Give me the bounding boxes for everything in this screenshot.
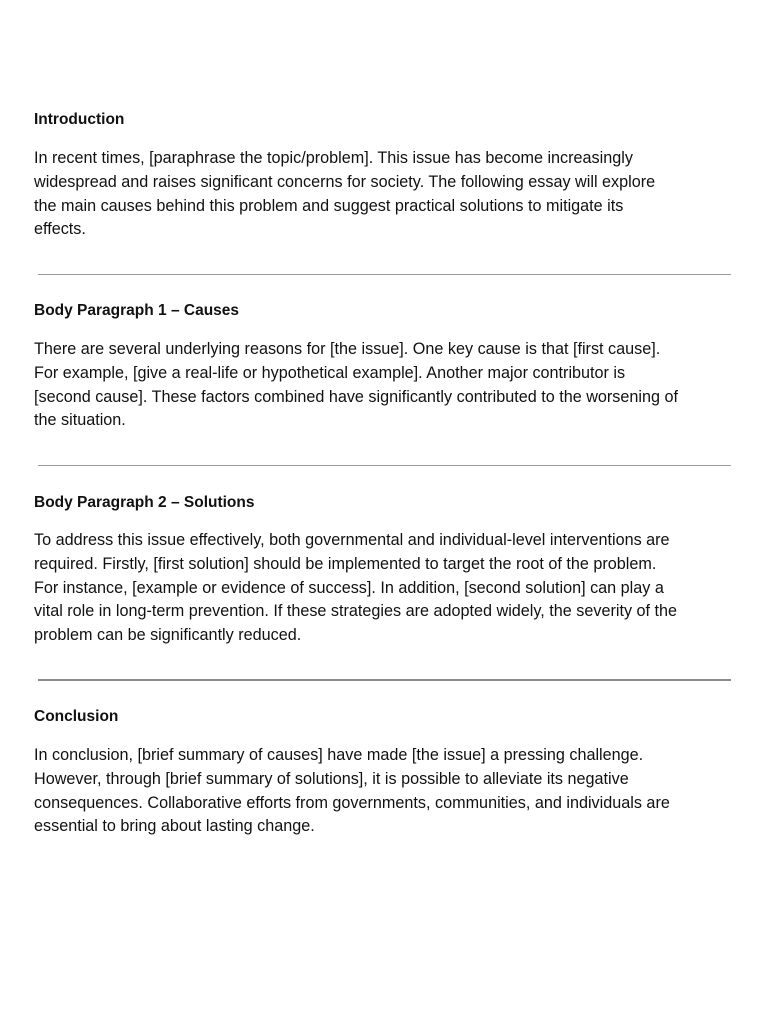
section-heading-conclusion: Conclusion <box>34 708 119 725</box>
body-line: problem can be significantly reduced. <box>34 626 302 645</box>
body-line: [second cause]. These factors combined have significantly contributed to the worsening of <box>34 387 678 406</box>
section-divider <box>38 274 731 275</box>
section-heading-introduction: Introduction <box>34 111 125 128</box>
body-line: consequences. Collaborative efforts from governments, communities, and individuals are <box>34 793 670 812</box>
body-line: There are several underlying reasons for [the issue]. One key cause is that [first cause]. <box>34 340 661 358</box>
body-line: the main causes behind this problem and suggest practical solutions to mitigate its <box>34 196 624 215</box>
body-line: essential to bring about lasting change. <box>34 817 315 836</box>
body-line: For instance, [example or evidence of success]. In addition, [second solution] can play a <box>34 578 664 597</box>
section-body-introduction <box>34 147 738 242</box>
section-body-solutions <box>34 529 738 648</box>
section-heading-causes: Body Paragraph 1 – Causes <box>34 302 240 319</box>
section-divider <box>38 679 731 681</box>
body-line: To address this issue effectively, both governmental and individual-level interventions are <box>34 531 670 549</box>
section-divider <box>38 465 731 466</box>
body-line: In conclusion, [brief summary of causes] have made [the issue] a pressing challenge. <box>34 746 644 764</box>
body-line: the situation. <box>34 411 126 430</box>
body-line: widespread and raises significant concerns for society. The following essay will explore <box>34 172 656 191</box>
section-heading-solutions: Body Paragraph 2 – Solutions <box>34 494 255 511</box>
body-line: For example, [give a real-life or hypothetical example]. Another major contributor is <box>34 363 626 382</box>
body-line: In recent times, [paraphrase the topic/problem]. This issue has become increasingly <box>34 149 633 167</box>
section-body-conclusion <box>34 744 738 839</box>
body-line: required. Firstly, [first solution] should be implemented to target the root of the problem. <box>34 554 657 573</box>
body-line: However, through [brief summary of solutions], it is possible to alleviate its negative <box>34 769 629 788</box>
section-body-causes <box>34 338 738 433</box>
body-line: vital role in long-term prevention. If these strategies are adopted widely, the severity of the <box>34 602 678 621</box>
body-line: effects. <box>34 220 86 239</box>
